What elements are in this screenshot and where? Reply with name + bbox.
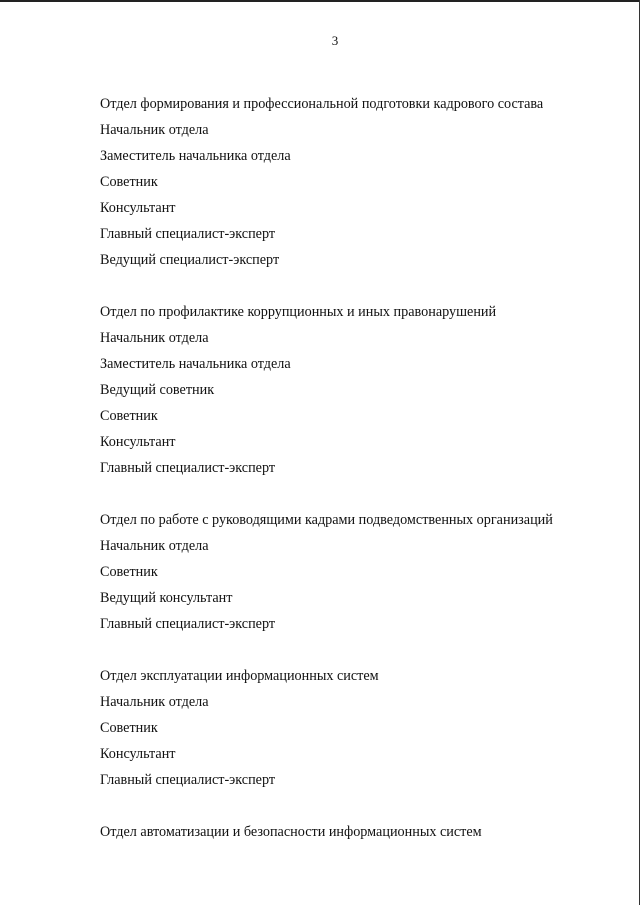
position-item: Заместитель начальника отдела	[100, 148, 291, 164]
page-number: 3	[331, 33, 339, 48]
department-section	[100, 91, 620, 273]
position-item: Советник	[100, 720, 158, 736]
position-item: Главный специалист-эксперт	[100, 616, 276, 632]
position-item: Главный специалист-эксперт	[100, 772, 276, 788]
position-item: Советник	[100, 174, 158, 190]
position-item: Ведущий консультант	[100, 590, 233, 606]
position-item: Начальник отдела	[100, 694, 209, 710]
page-top-edge	[0, 0, 640, 2]
position-item: Консультант	[100, 434, 176, 450]
position-item: Ведущий советник	[100, 382, 215, 398]
position-item: Ведущий специалист-эксперт	[100, 252, 280, 268]
position-item: Советник	[100, 564, 158, 580]
department-section	[100, 507, 620, 637]
department-title: Отдел по работе с руководящими кадрами подведомственных организаций	[100, 512, 553, 528]
department-title: Отдел по профилактике коррупционных и иных правонарушений	[100, 304, 497, 320]
position-item: Начальник отдела	[100, 330, 209, 346]
department-title: Отдел автоматизации и безопасности информационных систем	[100, 824, 482, 840]
position-item: Советник	[100, 408, 158, 424]
position-item: Начальник отдела	[100, 538, 209, 554]
department-section	[100, 299, 620, 481]
department-title: Отдел эксплуатации информационных систем	[100, 668, 379, 684]
position-item: Главный специалист-эксперт	[100, 226, 276, 242]
position-item: Консультант	[100, 200, 176, 216]
department-section	[100, 663, 620, 793]
position-item: Заместитель начальника отдела	[100, 356, 291, 372]
department-title: Отдел формирования и профессиональной подготовки кадрового состава	[100, 96, 544, 112]
position-item: Начальник отдела	[100, 122, 209, 138]
position-item: Главный специалист-эксперт	[100, 460, 276, 476]
document-body	[100, 91, 620, 871]
department-section	[100, 819, 620, 845]
position-item: Консультант	[100, 746, 176, 762]
